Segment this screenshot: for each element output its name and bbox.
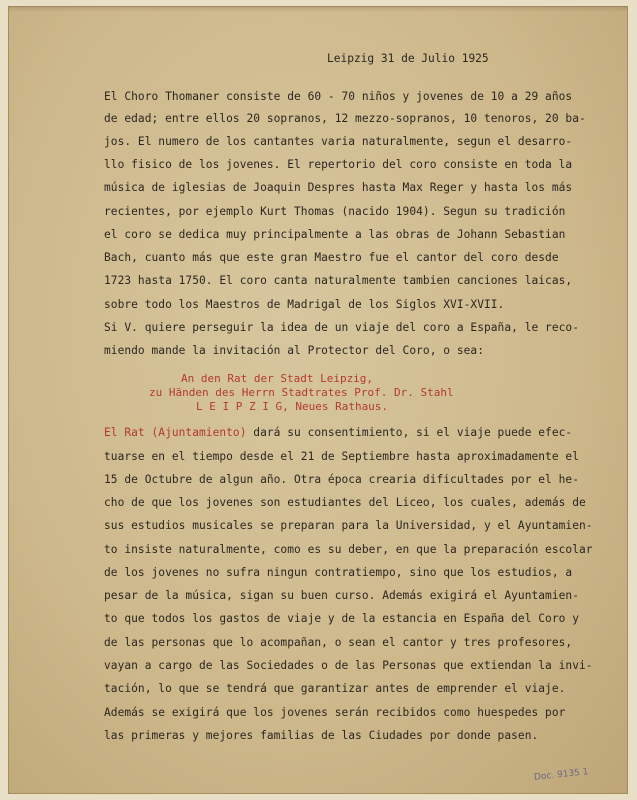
address-line: L E I P Z I G, Neues Rathaus. [196, 400, 389, 413]
paragraph-line: El Choro Thomaner consiste de 60 - 70 niños y jovenes de 10 a 29 años [104, 90, 573, 103]
council-name: El Rat (Ajuntamiento) [104, 426, 247, 439]
paragraph-line: recientes, por ejemplo Kurt Thomas (nacido 1904). Segun su tradición [104, 205, 566, 218]
paragraph-line: de los jovenes no sufra ningun contratiempo, sino que los estudios, a [104, 566, 573, 579]
paragraph-line: 15 de Octubre de algun año. Otra época crearia dificultades por el he- [104, 473, 579, 486]
paragraph-line: to que todos los gastos de viaje y de la estancia en España del Coro y [104, 612, 579, 625]
paragraph-line: de las personas que lo acompañan, o sean el cantor y tres profesores, [104, 636, 573, 649]
paragraph-line: Bach, cuanto más que este gran Maestro fue el cantor del coro desde [104, 251, 559, 264]
address-line: An den Rat der Stadt Leipzig, [181, 372, 374, 385]
paragraph-line: cho de que los jovenes son estudiantes del Liceo, los cuales, además de [104, 496, 586, 509]
paragraph-line: to insiste naturalmente, como es su deber, en que la preparación escolar [104, 543, 593, 556]
paragraph-line: llo fisico de los jovenes. El repertorio del coro consiste en toda la [104, 158, 573, 171]
paragraph-line: pesar de la música, sigan su buen curso. Además exigirá el Ayuntamien- [104, 589, 579, 602]
archive-stamp: Doc. 9135 1 [533, 767, 589, 783]
paragraph-line: tación, lo que se tendrá que garantizar antes de emprender el viaje. [104, 682, 566, 695]
letter-date: Leipzig 31 de Julio 1925 [327, 52, 489, 65]
paragraph-line-rest: dará su consentimiento, si el viaje puede efec- [246, 426, 573, 439]
paragraph-line: sus estudios musicales se preparan para la Universidad, y el Ayuntamien- [104, 519, 593, 532]
paragraph-line: Además se exigirá que los jovenes serán recibidos como huespedes por [104, 706, 566, 719]
paragraph-line: miendo mande la invitación al Protector del Coro, o sea: [104, 344, 484, 357]
paragraph-line: sobre todo los Maestros de Madrigal de los Siglos XVI-XVII. [104, 298, 505, 311]
paragraph-line [104, 426, 572, 439]
address-line: zu Händen des Herrn Stadtrates Prof. Dr. Stahl [149, 386, 454, 399]
paragraph-line: tuarse en el tiempo desde el 21 de Septiembre hasta aproximadamente el [104, 450, 579, 463]
paragraph-line: el coro se dedica muy principalmente a las obras de Johann Sebastian [104, 228, 566, 241]
paragraph-line: Si V. quiere perseguir la idea de un viaje del coro a España, le reco- [104, 321, 579, 334]
paragraph-line: de edad; entre ellos 20 sopranos, 12 mezzo-sopranos, 10 tenoros, 20 ba- [104, 112, 586, 125]
paragraph-line: música de iglesias de Joaquin Despres hasta Max Reger y hasta los más [104, 181, 573, 194]
paragraph-line: jos. El numero de los cantantes varia naturalmente, segun el desarro- [104, 135, 573, 148]
paragraph-line: 1723 hasta 1750. El coro canta naturalmente tambien canciones laicas, [104, 274, 573, 287]
paragraph-line: las primeras y mejores familias de las Ciudades por donde pasen. [104, 729, 539, 742]
paragraph-line: vayan a cargo de las Sociedades o de las Personas que extiendan la invi- [104, 659, 593, 672]
